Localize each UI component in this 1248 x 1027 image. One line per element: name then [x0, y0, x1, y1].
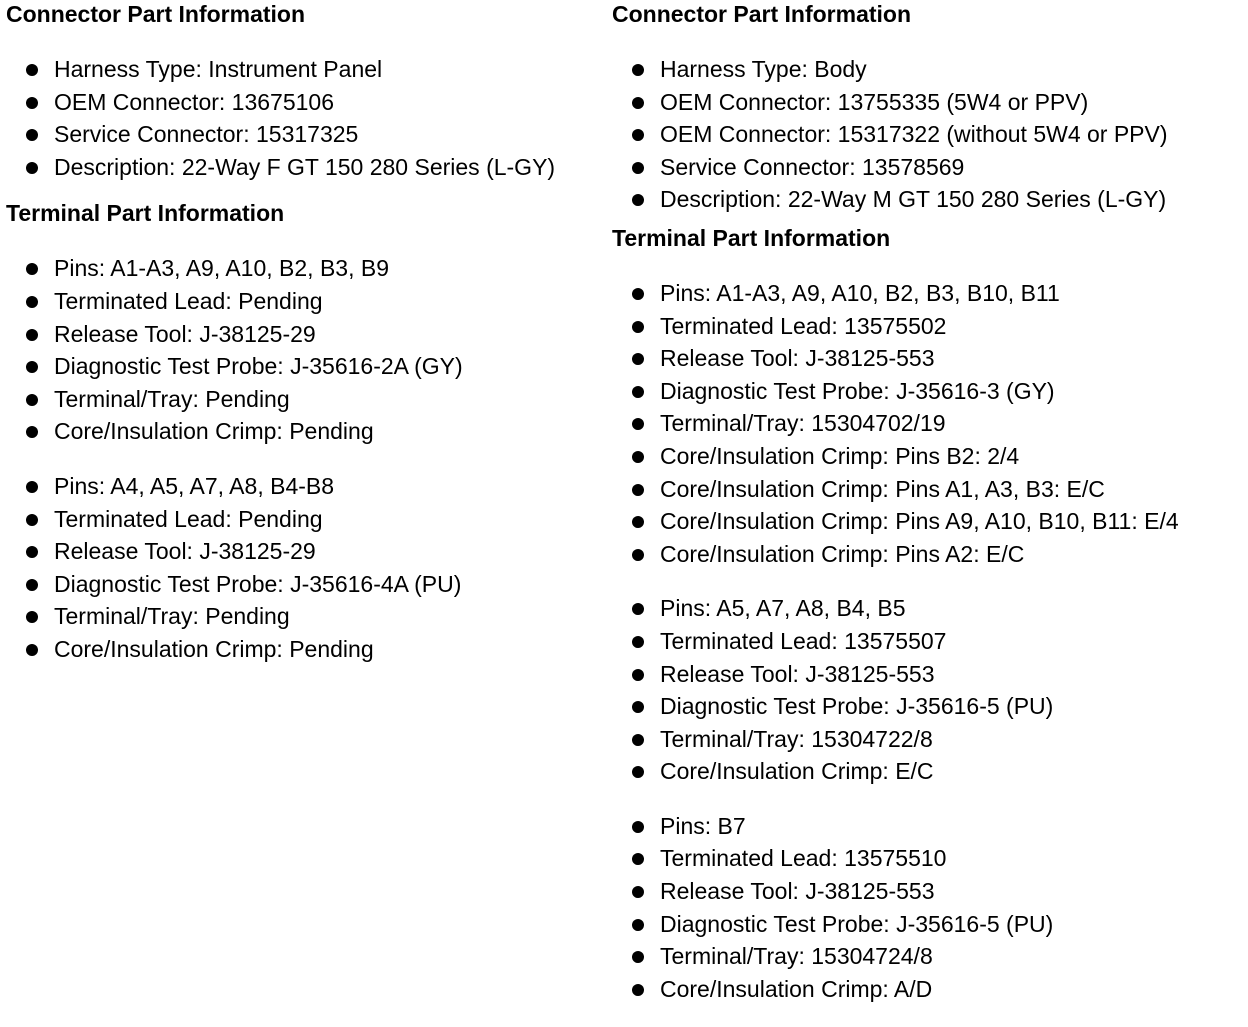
list-item	[612, 277, 1248, 310]
list-item	[612, 538, 1248, 571]
bullet-icon	[632, 484, 644, 496]
list-item	[612, 810, 1248, 843]
terminal-group-list	[612, 592, 1248, 788]
list-item-text: Release Tool: J-38125-553	[660, 345, 935, 372]
bullet-icon	[26, 644, 38, 656]
bullet-icon	[26, 611, 38, 623]
bullet-icon	[632, 669, 644, 681]
list-item	[612, 53, 1248, 86]
list-item-text: Harness Type: Instrument Panel	[54, 56, 383, 82]
bullet-icon	[26, 579, 38, 591]
terminal-group-list	[612, 277, 1248, 570]
list-item	[612, 151, 1248, 184]
list-item-text: Pins: A1-A3, A9, A10, B2, B3, B10, B11	[660, 279, 1060, 306]
list-item-text: Terminated Lead: 13575502	[660, 312, 947, 339]
list-item	[612, 505, 1248, 538]
bullet-icon	[632, 162, 644, 174]
bullet-icon	[632, 451, 644, 463]
bullet-icon	[632, 853, 644, 865]
list-item-text: Pins: A5, A7, A8, B4, B5	[660, 595, 906, 622]
bullet-icon	[632, 288, 644, 300]
list-item-text: Terminal/Tray: 15304702/19	[660, 410, 946, 437]
list-item	[612, 908, 1248, 941]
list-item	[6, 151, 606, 184]
bullet-icon	[632, 701, 644, 713]
list-item-text: Core/Insulation Crimp: Pins A9, A10, B10, B11: E/4	[660, 508, 1179, 535]
bullet-icon	[632, 97, 644, 109]
list-item	[6, 318, 606, 351]
list-item	[612, 973, 1248, 1006]
bullet-icon	[632, 734, 644, 746]
bullet-icon	[632, 194, 644, 206]
bullet-icon	[26, 361, 38, 373]
list-item	[612, 723, 1248, 756]
list-item-text: Pins: B7	[660, 812, 746, 839]
list-item	[6, 252, 606, 285]
terminal-part-heading: Terminal Part Information	[612, 224, 891, 251]
list-item-text: Harness Type: Body	[660, 56, 867, 82]
list-item	[612, 86, 1248, 119]
list-item-text: Diagnostic Test Probe: J-35616-2A (GY)	[54, 353, 463, 380]
bullet-icon	[632, 386, 644, 398]
bullet-icon	[26, 129, 38, 141]
bullet-icon	[26, 514, 38, 526]
bullet-icon	[632, 549, 644, 561]
list-item-text: Service Connector: 15317325	[54, 121, 359, 148]
list-item-text: Release Tool: J-38125-29	[54, 538, 316, 565]
connector-part-heading: Connector Part Information	[612, 1, 912, 27]
list-item-text: Core/Insulation Crimp: Pins A2: E/C	[660, 540, 1025, 567]
bullet-icon	[632, 766, 644, 778]
list-item	[6, 535, 606, 568]
list-item	[6, 568, 606, 601]
list-item-text: Description: 22-Way F GT 150 280 Series (L-GY)	[54, 153, 556, 180]
list-item-text: Diagnostic Test Probe: J-35616-5 (PU)	[660, 910, 1054, 937]
bullet-icon	[26, 97, 38, 109]
list-item	[612, 183, 1248, 216]
list-item	[612, 625, 1248, 658]
bullet-icon	[632, 821, 644, 833]
list-item	[6, 600, 606, 633]
list-item	[612, 342, 1248, 375]
list-item-text: Terminal/Tray: 15304724/8	[660, 943, 933, 970]
list-item-text: Core/Insulation Crimp: Pending	[54, 418, 374, 445]
list-item	[6, 383, 606, 416]
bullet-icon	[26, 263, 38, 275]
bullet-icon	[632, 886, 644, 898]
left-column	[6, 0, 606, 688]
connector-item-list	[6, 53, 606, 183]
list-item-text: Release Tool: J-38125-29	[54, 320, 316, 347]
bullet-icon	[26, 546, 38, 558]
list-item	[612, 407, 1248, 440]
list-item	[6, 118, 606, 151]
list-item-text: Terminated Lead: Pending	[54, 287, 323, 314]
list-item-text: Release Tool: J-38125-553	[660, 878, 935, 905]
bullet-icon	[632, 951, 644, 963]
list-item-text: Terminated Lead: 13575507	[660, 627, 947, 654]
bullet-icon	[632, 636, 644, 648]
list-item-text: Release Tool: J-38125-553	[660, 660, 935, 687]
list-item-text: Description: 22-Way M GT 150 280 Series (L-GY)	[660, 186, 1167, 213]
bullet-icon	[26, 481, 38, 493]
list-item	[6, 285, 606, 318]
list-item	[6, 633, 606, 666]
list-item-text: Diagnostic Test Probe: J-35616-3 (GY)	[660, 377, 1055, 404]
list-item-text: Core/Insulation Crimp: A/D	[660, 975, 933, 1002]
list-item-text: Diagnostic Test Probe: J-35616-5 (PU)	[660, 693, 1054, 720]
bullet-icon	[26, 426, 38, 438]
list-item	[612, 658, 1248, 691]
bullet-icon	[632, 64, 644, 76]
bullet-icon	[632, 321, 644, 333]
right-column	[612, 0, 1248, 1027]
bullet-icon	[26, 64, 38, 76]
terminal-group-list	[6, 470, 606, 666]
list-item	[612, 940, 1248, 973]
list-item-text: Pins: A1-A3, A9, A10, B2, B3, B9	[54, 255, 389, 282]
list-item	[612, 310, 1248, 343]
list-item-text: OEM Connector: 15317322 (without 5W4 or PPV)	[660, 121, 1168, 148]
list-item-text: Terminated Lead: Pending	[54, 505, 323, 532]
bullet-icon	[632, 418, 644, 430]
list-item	[612, 690, 1248, 723]
list-item-text: Core/Insulation Crimp: Pending	[54, 635, 374, 662]
list-item-text: Terminal/Tray: Pending	[54, 603, 290, 630]
list-item-text: Terminal/Tray: 15304722/8	[660, 725, 933, 752]
bullet-icon	[26, 296, 38, 308]
connector-item-list	[612, 53, 1248, 216]
list-item	[6, 470, 606, 503]
list-item	[6, 503, 606, 536]
list-item-text: Diagnostic Test Probe: J-35616-4A (PU)	[54, 570, 462, 597]
terminal-group-list	[612, 810, 1248, 1006]
bullet-icon	[26, 394, 38, 406]
list-item-text: Service Connector: 13578569	[660, 153, 965, 180]
bullet-icon	[632, 603, 644, 615]
list-item	[6, 53, 606, 86]
bullet-icon	[26, 162, 38, 174]
bullet-icon	[632, 129, 644, 141]
bullet-icon	[632, 919, 644, 931]
terminal-part-heading: Terminal Part Information	[6, 200, 285, 227]
list-item-text: Core/Insulation Crimp: Pins A1, A3, B3: E/C	[660, 475, 1105, 502]
connector-part-heading: Connector Part Information	[6, 1, 306, 27]
list-item	[612, 592, 1248, 625]
terminal-group-list	[6, 252, 606, 448]
list-item-text: Terminated Lead: 13575510	[660, 845, 947, 872]
list-item	[6, 86, 606, 119]
list-item	[612, 842, 1248, 875]
list-item	[612, 440, 1248, 473]
list-item	[6, 350, 606, 383]
list-item	[612, 375, 1248, 408]
list-item	[612, 875, 1248, 908]
list-item-text: Terminal/Tray: Pending	[54, 385, 290, 412]
bullet-icon	[632, 984, 644, 996]
bullet-icon	[26, 329, 38, 341]
list-item	[612, 755, 1248, 788]
bullet-icon	[632, 353, 644, 365]
list-item-text: Core/Insulation Crimp: Pins B2: 2/4	[660, 442, 1020, 469]
list-item	[6, 415, 606, 448]
list-item-text: OEM Connector: 13675106	[54, 88, 335, 115]
list-item-text: Pins: A4, A5, A7, A8, B4-B8	[54, 472, 335, 499]
list-item	[612, 118, 1248, 151]
list-item-text: Core/Insulation Crimp: E/C	[660, 758, 934, 785]
list-item	[612, 473, 1248, 506]
bullet-icon	[632, 516, 644, 528]
list-item-text: OEM Connector: 13755335 (5W4 or PPV)	[660, 88, 1089, 115]
